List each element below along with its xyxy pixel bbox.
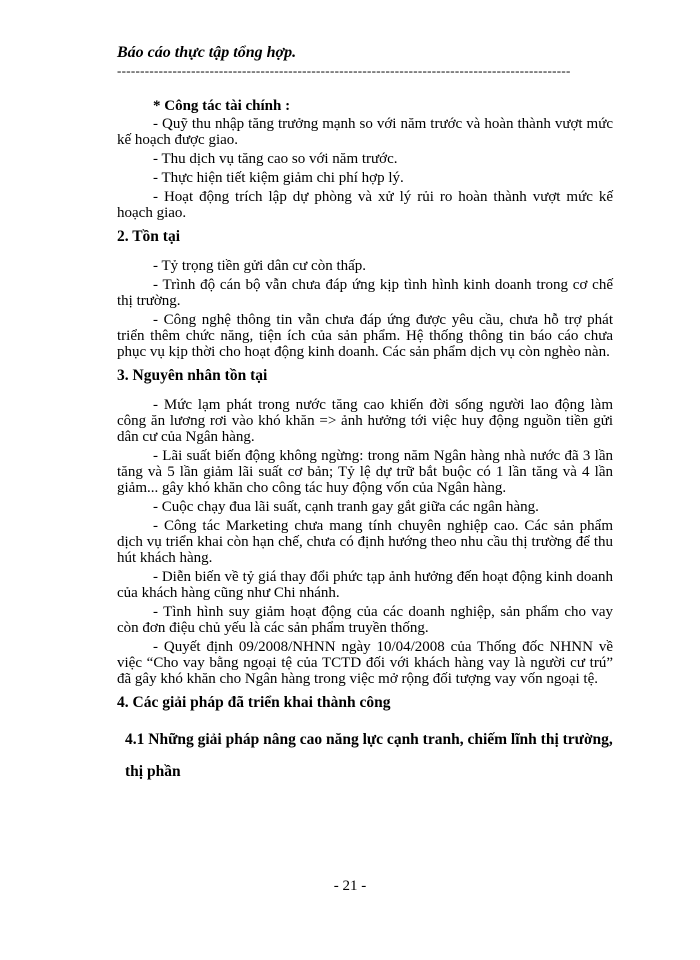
section-heading-existing-issues: 2. Tồn tại [117,228,181,245]
cause-item: - Tình hình suy giảm hoạt động của các doanh nghiệp, sản phẩm cho vay còn đơn điệu chủ yếu là các sản phẩm truyền thống. [117,604,613,636]
finance-item: - Hoạt động trích lập dự phòng và xử lý rủi ro hoàn thành vượt mức kế hoạch giao. [117,189,613,221]
cause-item: - Cuộc chạy đua lãi suất, cạnh tranh gay gắt giữa các ngân hàng. [153,499,539,515]
finance-item: - Thực hiện tiết kiệm giảm chi phí hợp lý. [153,170,404,186]
section-heading-causes: 3. Nguyên nhân tồn tại [117,367,268,384]
issue-item: - Tỷ trọng tiền gửi dân cư còn thấp. [153,258,367,274]
finance-item: - Thu dịch vụ tăng cao so với năm trước. [153,151,398,167]
document-header-title: Báo cáo thực tập tổng hợp. [117,44,297,61]
issue-item: - Công nghệ thông tin vẫn chưa đáp ứng được yêu cầu, chưa hỗ trợ phát triển thêm chức năng, tiện ích của sản phẩm. Hệ thống thông tin báo cáo chưa phục vụ kịp thời cho hoạt động kinh doanh. Các sản phẩm dịch vụ còn nghèo nàn. [117,312,613,360]
subsection-heading-4-1: 4.1 Những giải pháp nâng cao năng lực cạnh tranh, chiếm lĩnh thị trường, thị phần [125,731,613,780]
finance-item: - Quỹ thu nhập tăng trưởng mạnh so với năm trước và hoàn thành vượt mức kế hoạch được giao. [117,116,613,148]
cause-item: - Mức lạm phát trong nước tăng cao khiến đời sống người lao động làm công ăn lương rơi vào khó khăn => ảnh hưởng tới việc huy động nguồn tiền gửi dân cư của Ngân hàng. [117,397,613,445]
cause-item: - Diễn biến về tỷ giá thay đổi phức tạp ảnh hưởng đến hoạt động kinh doanh của khách hàng cũng như Chi nhánh. [117,569,613,601]
section-heading-solutions: 4. Các giải pháp đã triển khai thành công [117,694,391,711]
cause-item: - Công tác Marketing chưa mang tính chuyên nghiệp cao. Các sản phẩm dịch vụ triển khai còn hạn chế, chưa có định hướng theo nhu cầu thị trường để thu hút khách hàng. [117,518,613,566]
issue-item: - Trình độ cán bộ vẫn chưa đáp ứng kịp tình hình kinh doanh trong cơ chế thị trường. [117,277,613,309]
page-content [117,98,613,788]
finance-heading: * Công tác tài chính : [153,98,291,114]
cause-item: - Lãi suất biến động không ngừng: trong năm Ngân hàng nhà nước đã 3 lần tăng và 5 lần giảm lãi suất cơ bản; Tỷ lệ dự trữ bắt buộc có 1 lần tăng và 4 lần giảm... gây khó khăn cho công tác huy động vốn của Ngân hàng. [117,448,613,496]
header-divider: -------------------------------------------------------------------------------------------------- [117,63,571,78]
cause-item: - Quyết định 09/2008/NHNN ngày 10/04/2008 của Thống đốc NHNN về việc “Cho vay bằng ngoại tệ của TCTD đối với khách hàng vay là người cư trú” đã gây khó khăn cho Ngân hàng trong việc mở rộng đối tượng vay vốn ngoại tệ. [117,639,613,687]
page-number: - 21 - [333,878,367,894]
